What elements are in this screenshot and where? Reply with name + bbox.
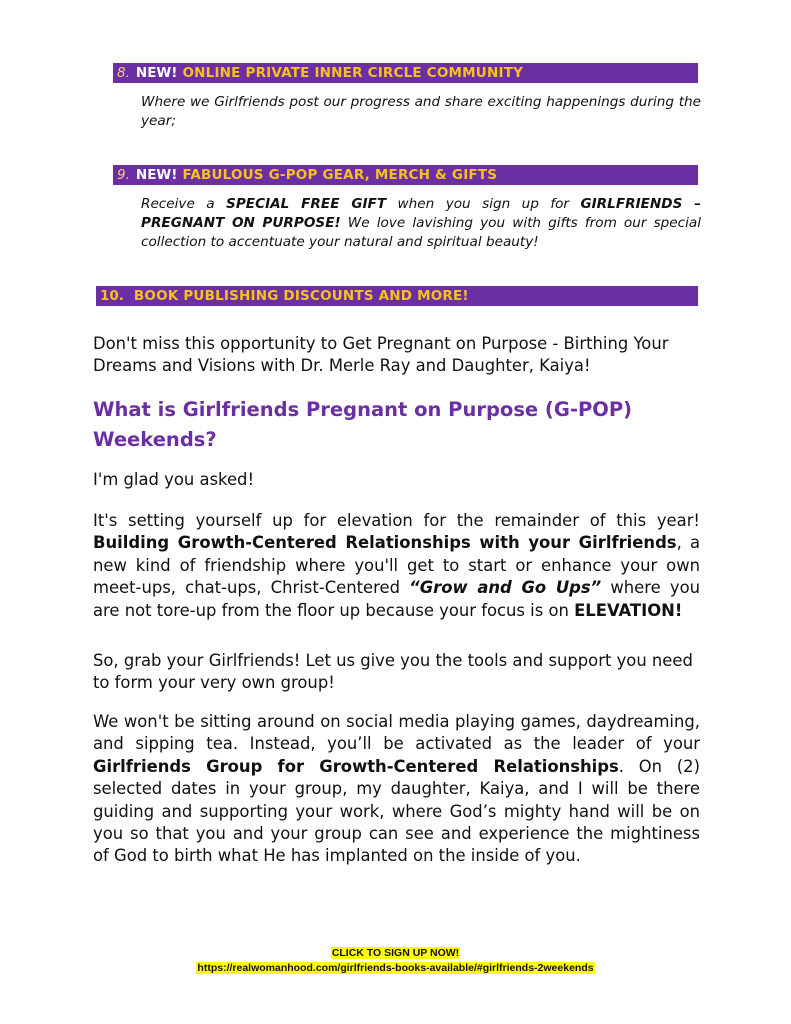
cta-link-line: [0, 961, 791, 975]
item-9-program-name: GIRLFRIENDS – PREGNANT ON PURPOSE!: [141, 196, 702, 231]
p1-grow-and-go-ups: “Grow and Go Ups”: [409, 578, 602, 598]
item-9-desc-text-3: We love lavishing you with gifts from our special collection to accentuate your natural and spiritual beauty!: [141, 215, 701, 250]
p3-bold-group: Girlfriends Group for Growth-Centered Relationships: [93, 756, 619, 776]
paragraph-grab-girlfriends: So, grab your Girlfriends! Let us give you the tools and support you need to form your very own group!: [93, 651, 693, 693]
item-9-desc-text-2: when you sign up for: [386, 196, 581, 212]
glad-paragraph: I'm glad you asked!: [93, 470, 255, 489]
intro-paragraph: Don't miss this opportunity to Get Pregnant on Purpose - Birthing Your Dreams and Visions with Dr. Merle Ray and Daughter, Kaiya!: [93, 334, 669, 376]
item-9-free-gift: SPECIAL FREE GIFT: [226, 196, 387, 212]
item-8-header: [113, 63, 698, 83]
item-8-new-badge: NEW!: [135, 65, 178, 81]
item-9-title: FABULOUS G-POP GEAR, MERCH & GIFTS: [182, 167, 498, 183]
item-9-header: [113, 165, 698, 185]
item-10-number: 10.: [100, 288, 124, 304]
item-8-description: Where we Girlfriends post our progress and share exciting happenings during the year;: [141, 94, 701, 129]
p1-elevation: ELEVATION!: [574, 600, 683, 620]
p1-text-2: , a new kind of friendship where you'll get to start or enhance your own meet-ups, chat-ups, Christ-Centered: [93, 533, 700, 598]
item-10-title: BOOK PUBLISHING DISCOUNTS AND MORE!: [133, 288, 469, 304]
cta-link[interactable]: https://realwomanhood.com/girlfriends-books-available/#girlfriends-2weekends: [197, 962, 594, 974]
paragraph-elevation: [93, 510, 700, 622]
p3-text: We won't be sitting around on social media playing games, daydreaming, and sipping tea. Instead, you’ll be activated as the leader of your: [93, 712, 700, 754]
item-9-desc-text: Receive a: [141, 196, 227, 212]
p1-bold-relationships: Building Growth-Centered Relationships with your Girlfriends: [93, 533, 677, 553]
p1-text: It's setting yourself up for elevation for the remainder of this year!: [93, 511, 700, 530]
item-9-number: 9.: [117, 167, 130, 183]
paragraph-group-leader: [93, 711, 700, 868]
item-9-description: [141, 195, 701, 252]
p1-text-3: where you are not tore-up from the floor up because your focus is on: [93, 578, 700, 620]
item-10-header: [96, 286, 698, 306]
cta-label[interactable]: CLICK TO SIGN UP NOW!: [331, 947, 460, 959]
cta-label-line: [0, 946, 791, 960]
p3-text-2: . On (2) selected dates in your group, my daughter, Kaiya, and I will be there guiding and supporting your work, where God’s mighty hand will be on you so that you and your group can see and experience the mightiness of God to birth what He has implanted on the inside of you.: [93, 756, 701, 866]
section-heading: What is Girlfriends Pregnant on Purpose (G-POP) Weekends?: [93, 398, 633, 451]
item-9-new-badge: NEW!: [135, 167, 178, 183]
item-8-number: 8.: [117, 65, 130, 81]
item-8-title: ONLINE PRIVATE INNER CIRCLE COMMUNITY: [182, 65, 524, 81]
